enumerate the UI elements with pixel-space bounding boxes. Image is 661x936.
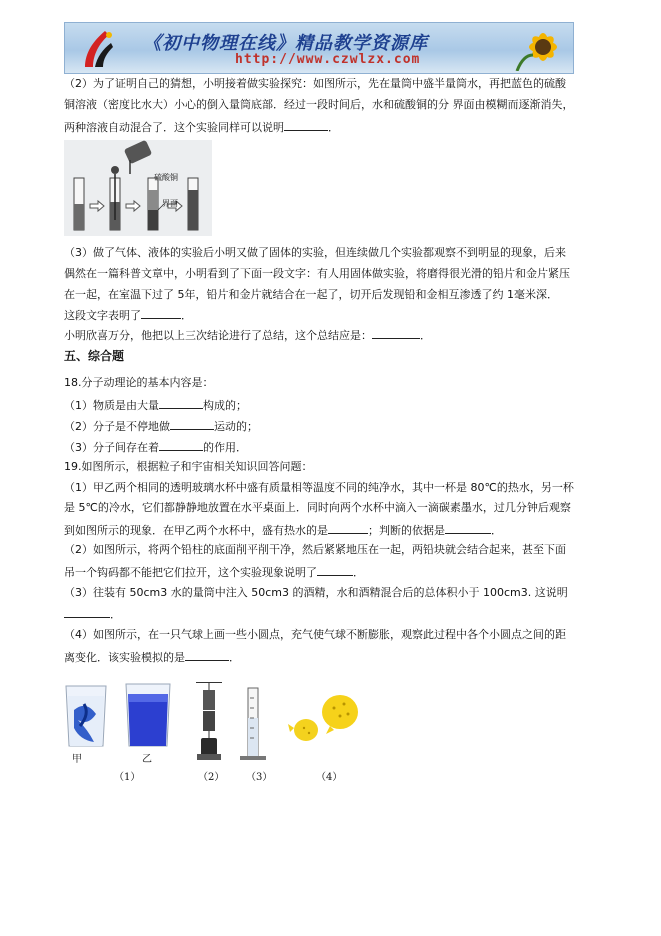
q19-p4-line1: （4）如图所示，在一只气球上画一些小圆点，充气使气球不断膨胀，观察此过程中各个小圆点之间的距 — [64, 628, 566, 641]
cup-jia-label: 甲 — [72, 754, 82, 765]
answer-blank[interactable] — [170, 417, 214, 430]
lead-cylinders — [196, 682, 222, 760]
q19-p1-line1: （1）甲乙两个相同的透明玻璃水杯中盛有质量相等温度不同的纯净水，其中一杯是 80℃的热水，另一杯 — [64, 481, 574, 494]
label-copper-sulfate: 硫酸铜 — [154, 173, 178, 182]
answer-blank[interactable] — [141, 306, 181, 319]
arrow-icon — [90, 201, 104, 211]
balloons — [288, 695, 358, 741]
answer-blank[interactable] — [185, 648, 229, 661]
section-heading: 五、综合题 — [64, 349, 125, 363]
q-part3-line2: 偶然在一篇科普文章中，小明看到了下面一段文字：有人用固体做实验，将磨得很光滑的铅片和金片紧压 — [64, 267, 570, 280]
q18-item2: （2）分子是不停地做 运动的； — [64, 417, 258, 435]
banner-url[interactable]: http://www.czwlzx.com — [235, 52, 421, 67]
q-part2-line2: 铜溶液（密度比水大）小心的倒入量筒底部．经过一段时间后，水和硫酸铜的分 界面由模糊而逐渐消失， — [64, 98, 574, 111]
cylinder-1 — [74, 178, 84, 230]
q18-stem: 18.分子动理论的基本内容是： — [64, 376, 214, 389]
q18-item3: （3）分子间存在着 的作用． — [64, 438, 247, 456]
q19-stem: 19.如图所示，根据粒子和宇宙相关知识回答问题： — [64, 460, 313, 473]
q19-p2-line2: 吊一个钩码都不能把它们拉开，这个实验现象说明了 ． — [64, 563, 364, 581]
q19-p3-line2: ． — [64, 605, 121, 623]
q19-p1-line2: 是 5℃的冷水，它们都静静地放置在水平桌面上．同时向两个水杯中滴入一滴碳素墨水，过几分钟后观察 — [64, 501, 571, 514]
q-part3-line1: （3）做了气体、液体的实验后小明又做了固体的实验，但连续做几个实验都观察不到明显的现象，后来 — [64, 246, 566, 259]
cylinder-diffusion-figure — [64, 140, 212, 236]
cylinder-2 — [110, 166, 120, 230]
answer-blank[interactable] — [372, 326, 420, 339]
logo-icon — [79, 27, 115, 69]
arrow-icon — [126, 201, 140, 211]
measuring-cylinder — [240, 688, 266, 760]
cup-jia — [66, 686, 106, 746]
answer-blank[interactable] — [159, 396, 203, 409]
label-interface: 界面 — [162, 199, 178, 208]
cylinder-4 — [188, 178, 198, 230]
answer-blank[interactable] — [317, 563, 353, 576]
q-part3-line5: 小明欣喜万分，他把以上三次结论进行了总结，这个总结应是： ． — [64, 326, 431, 344]
header-banner — [64, 22, 574, 74]
caption-3: （3） — [246, 772, 273, 783]
q-part2-line3: 两种溶液自动混合了．这个实验同样可以说明 ． — [64, 118, 339, 136]
answer-blank[interactable] — [328, 521, 368, 534]
q-part3-line4: 这段文字表明了 ． — [64, 306, 192, 324]
q19-figures — [64, 682, 364, 783]
cup-yi-label: 乙 — [142, 754, 152, 765]
q19-p3-line1: （3）往装有 50cm3 水的量筒中注入 50cm3 的酒精，水和酒精混合后的总体积小于 100cm3. 这说明 — [64, 586, 568, 599]
sunflower-icon — [513, 25, 569, 71]
bottle-icon — [124, 140, 153, 174]
q19-p4-line2: 离变化．该实验模拟的是 ． — [64, 648, 240, 666]
caption-4: （4） — [316, 772, 343, 783]
answer-blank[interactable] — [159, 438, 203, 451]
answer-blank[interactable] — [284, 118, 328, 131]
answer-blank[interactable] — [445, 521, 491, 534]
answer-blank[interactable] — [64, 605, 110, 618]
caption-1: （1） — [114, 772, 141, 783]
q18-item1: （1）物质是由大量 构成的； — [64, 396, 247, 414]
cup-yi — [126, 684, 170, 746]
q-part2-line1: （2）为了证明自己的猜想，小明接着做实验探究：如图所示，先在量筒中盛半量筒水，再把蓝色的硫酸 — [64, 77, 566, 90]
q19-p1-line3: 到如图所示的现象．在甲乙两个水杯中，盛有热水的是 ；判断的依据是 ． — [64, 521, 502, 539]
q-part3-line3: 在一起，在室温下过了 5年，铅片和金片就结合在一起了，切开后发现铅和金相互渗透了约 1毫米深． — [64, 288, 558, 301]
q19-p2-line1: （2）如图所示，将两个铅柱的底面削平削干净，然后紧紧地压在一起，两铅块就会结合起来，甚至下面 — [64, 543, 566, 556]
caption-2: （2） — [198, 772, 225, 783]
banner-title: 《初中物理在线》精品教学资源库 — [143, 33, 428, 54]
